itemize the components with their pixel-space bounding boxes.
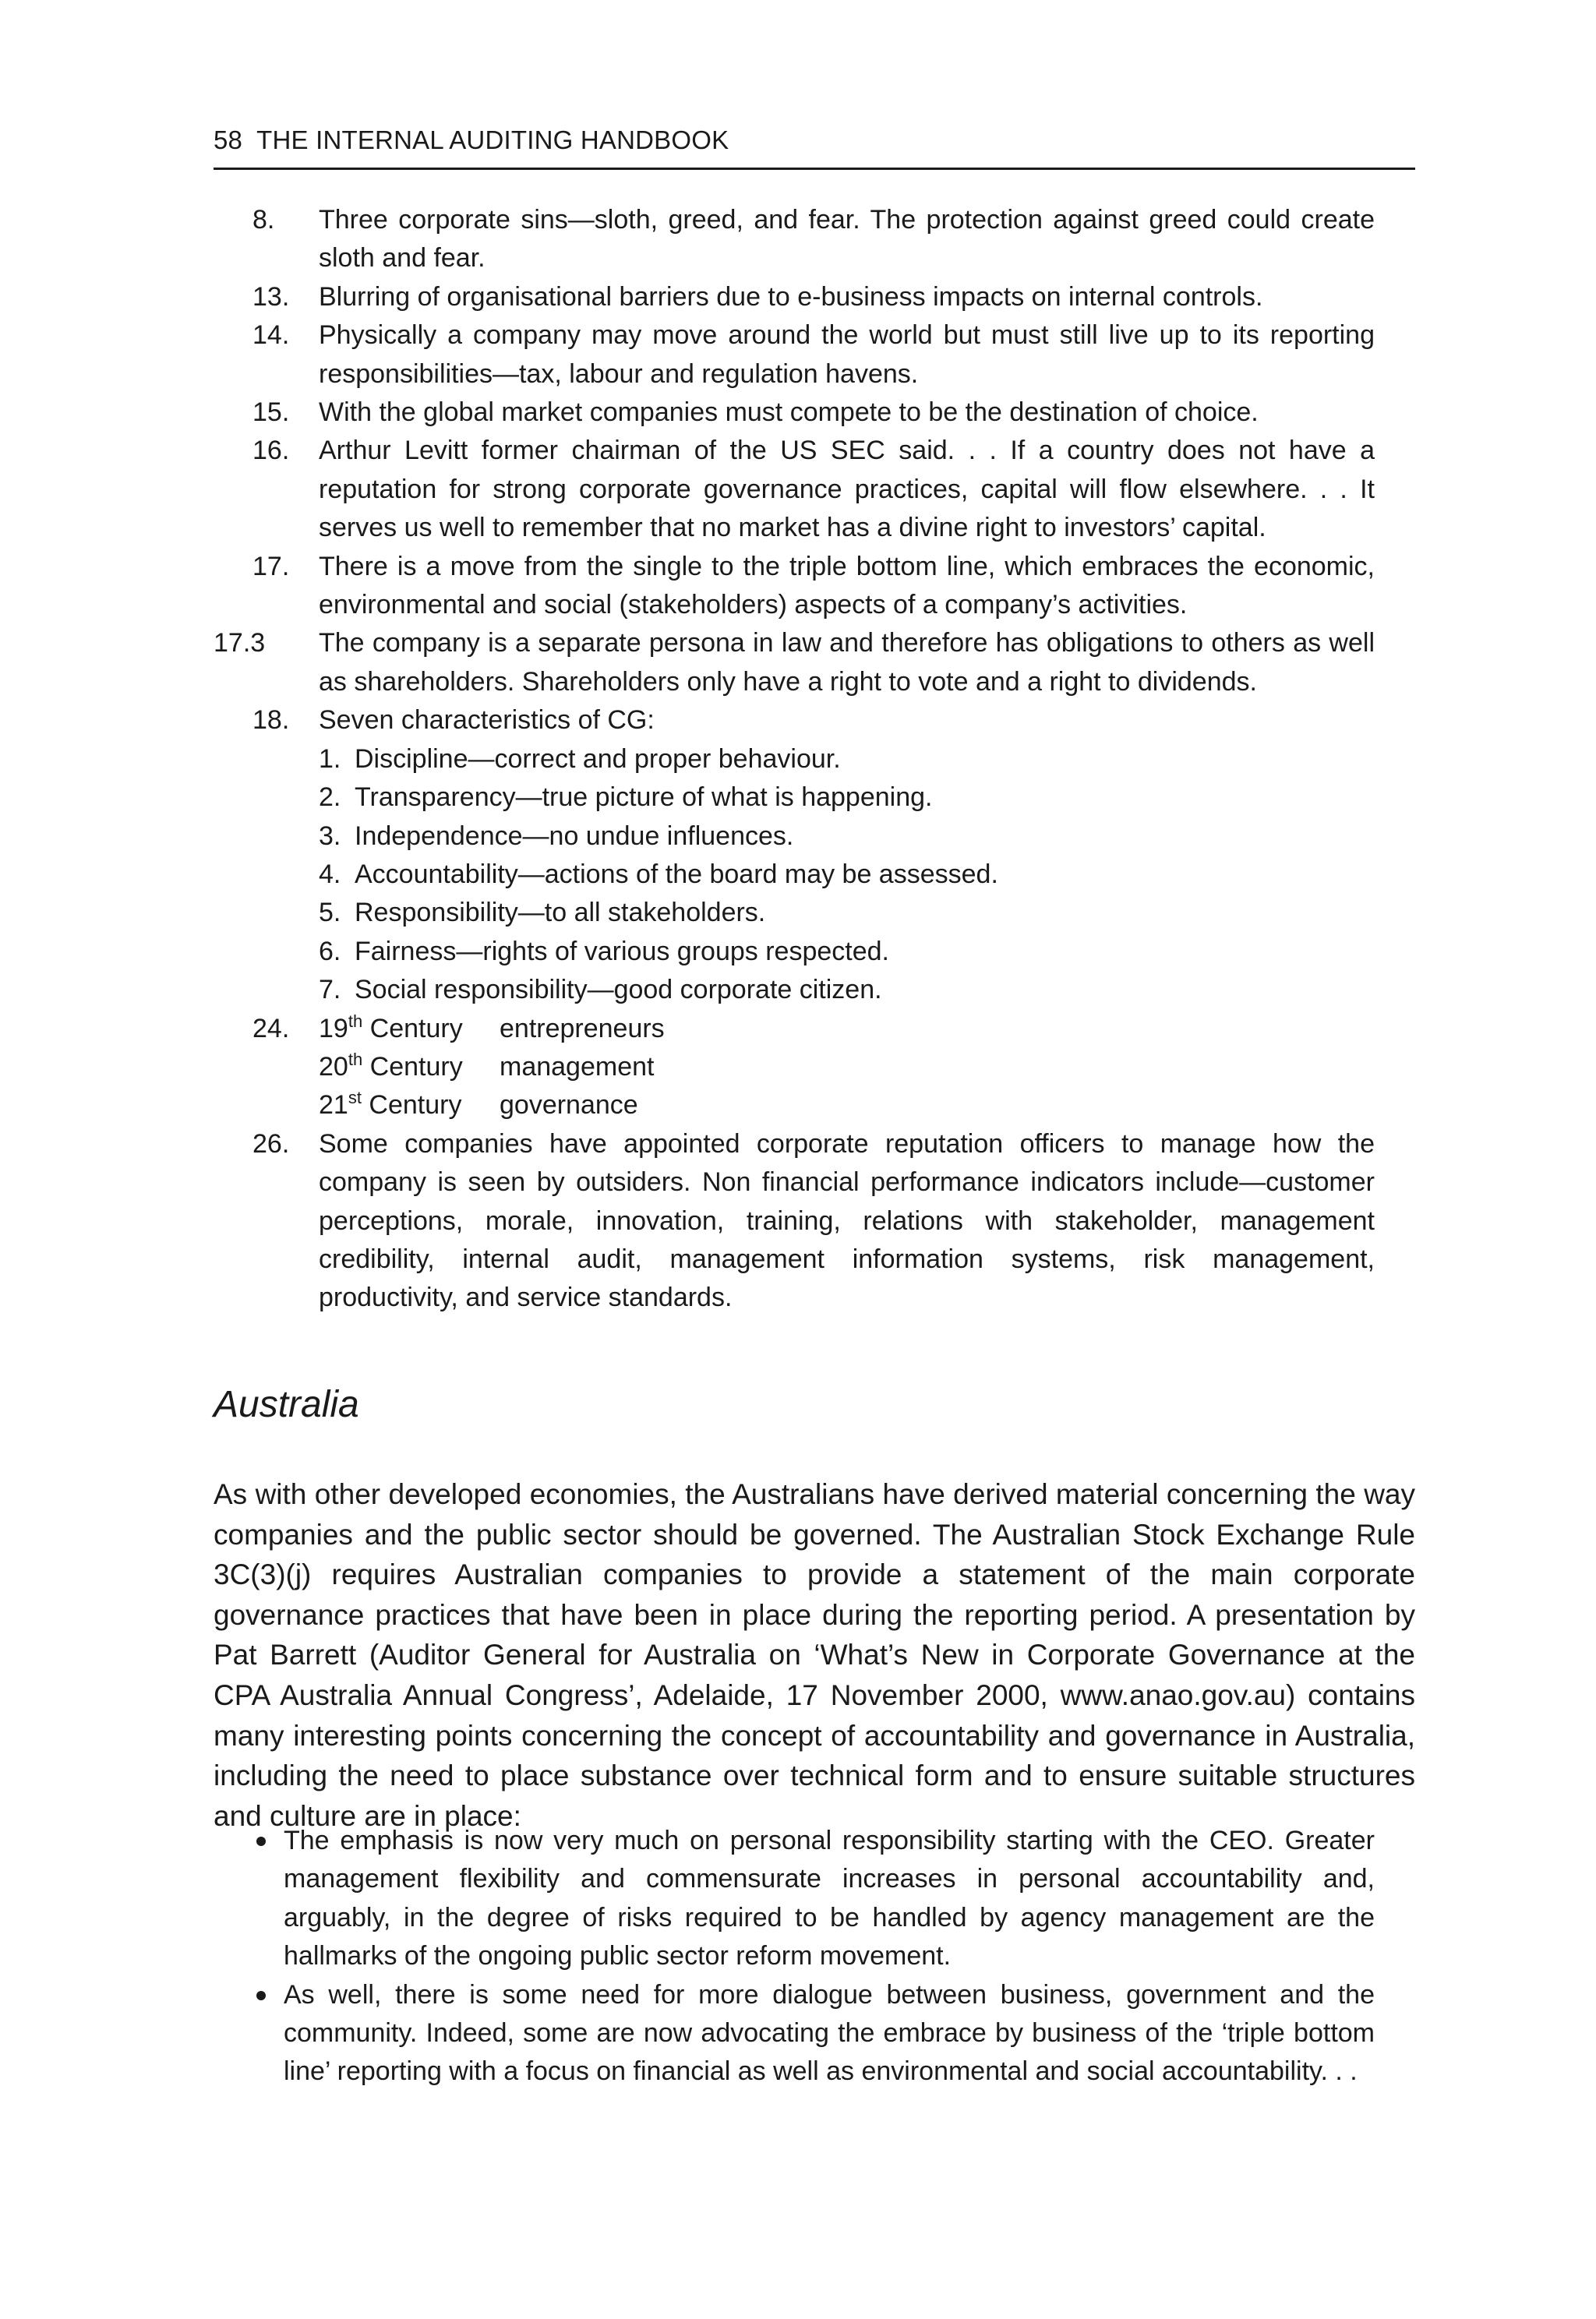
item-text: Physically a company may move around the world but must still live up to its reporting responsibilities—tax, labour and regulation havens.	[319, 320, 1375, 389]
sub-item-text: Accountability—actions of the board may be assessed.	[355, 859, 998, 889]
ordinal-suffix: th	[348, 1011, 363, 1031]
century-focus: management	[500, 1051, 655, 1082]
page-number: 58	[214, 125, 243, 154]
body-paragraph: As with other developed economies, the Australians have derived material concerning the way companies and the public sector should be governed. The Australian Stock Exchange Rule 3C(3)(j) requires Australian companies to provide a statement of the main corporate governance practices that have been in place during the reporting period. A presentation by Pat Barrett (Auditor General for Australia on ‘What’s New in Corporate Governance at the CPA Australia Annual Congress’, Adelaide, 17 November 2000, www.anao.gov.au) contains many interesting points concerning the concept of accountability and governance in Australia, including the need to place substance over technical form and to ensure suitable structures and culture are in place:	[214, 1478, 1415, 1832]
sub-list-item	[319, 778, 1375, 817]
sub-list-item	[319, 933, 1375, 971]
item-text: Some companies have appointed corporate reputation officers to manage how the company is seen by outsiders. Non financial performance indicators include—customer perceptions, morale, innovation, training, relations with stakeholder, management credibility, internal audit, management information systems, risk management, productivity, and service standards.	[319, 1128, 1375, 1313]
running-head	[214, 125, 1415, 156]
list-item	[214, 432, 1375, 547]
list-item	[214, 394, 1375, 432]
bullet-text: As well, there is some need for more dialogue between business, government and the community. Indeed, some are now advocating the embrace by business of the ‘triple bottom line’ reporting with a focus on financial as well as environmental and social accountability. . .	[284, 1979, 1375, 2087]
section-heading: Australia	[214, 1384, 359, 1425]
bullet-list	[214, 1822, 1375, 2091]
century-word: Century	[369, 1090, 462, 1121]
item-text: Seven characteristics of CG:	[319, 705, 655, 736]
ordinal-suffix: st	[348, 1088, 362, 1108]
bullet-icon	[256, 1837, 266, 1846]
item-text: Blurring of organisational barriers due to e-business impacts on internal controls.	[319, 281, 1263, 312]
century-ordinal: 20	[319, 1051, 348, 1082]
numbered-notes-list	[214, 201, 1375, 1318]
sub-item-number: 4.	[319, 859, 341, 889]
item-number: 13.	[252, 281, 290, 312]
bullet-text: The emphasis is now very much on personal responsibility starting with the CEO. Greater management flexibility and commensurate increases in personal accountability and, arguably, in the degree of risks required to be handled by agency management are the hallmarks of the ongoing public sector reform movement.	[284, 1826, 1375, 1971]
item-text: With the global market companies must compete to be the destination of choice.	[319, 397, 1259, 428]
list-item	[214, 1125, 1375, 1318]
century-row	[319, 1010, 1375, 1048]
item-number: 17.3	[214, 628, 266, 658]
item-text: Arthur Levitt former chairman of the US SEC said. . . If a country does not have a reputation for strong corporate governance practices, capital will flow elsewhere. . . It serves us well to remember that no market has a divine right to investors’ capital.	[319, 436, 1375, 543]
sub-item-text: Discipline—correct and proper behaviour.	[355, 743, 841, 774]
bullet-item	[214, 1976, 1375, 2091]
list-item	[214, 278, 1375, 316]
sub-item-number: 5.	[319, 898, 341, 928]
ordinal-suffix: th	[348, 1049, 363, 1069]
item-text: Three corporate sins—sloth, greed, and fear. The protection against greed could create sloth and fear.	[319, 205, 1375, 274]
century-ordinal: 21	[319, 1090, 348, 1121]
century-word: Century	[369, 1051, 463, 1082]
item-text: There is a move from the single to the triple bottom line, which embraces the economic, environmental and social (stakeholders) aspects of a company’s activities.	[319, 551, 1375, 620]
sub-item-text: Independence—no undue influences.	[355, 821, 794, 851]
list-item	[214, 548, 1375, 625]
item-number: 26.	[252, 1128, 290, 1159]
century-ordinal: 19	[319, 1013, 348, 1043]
century-word: Century	[369, 1013, 463, 1043]
list-item	[214, 701, 1375, 1009]
century-focus: entrepreneurs	[500, 1013, 665, 1043]
item-number: 17.	[252, 551, 290, 581]
list-item	[214, 1010, 1375, 1125]
sub-list-item	[319, 971, 1375, 1009]
item-number: 15.	[252, 397, 290, 428]
item-text: The company is a separate persona in law and therefore has obligations to others as well as shareholders. Shareholders only have a right to vote and a right to dividends.	[319, 628, 1375, 697]
sub-item-number: 7.	[319, 975, 341, 1005]
century-focus: governance	[500, 1090, 638, 1121]
sub-list-item	[319, 740, 1375, 778]
sub-list-item	[319, 894, 1375, 932]
item-number: 24.	[252, 1013, 290, 1043]
sub-item-number: 2.	[319, 782, 341, 813]
item-number: 18.	[252, 705, 290, 736]
century-row	[319, 1048, 1375, 1086]
item-number: 14.	[252, 320, 290, 351]
list-item	[214, 316, 1375, 394]
bullet-icon	[256, 1991, 266, 2000]
header-rule	[214, 168, 1415, 170]
sub-list-item	[319, 856, 1375, 894]
sub-item-number: 3.	[319, 821, 341, 851]
sub-item-text: Transparency—true picture of what is happening.	[355, 782, 933, 813]
sub-item-text: Responsibility—to all stakeholders.	[355, 898, 766, 928]
sub-item-number: 1.	[319, 743, 341, 774]
list-item	[214, 624, 1375, 701]
item-number: 16.	[252, 436, 290, 466]
item-number: 8.	[252, 205, 275, 235]
sub-list-item	[319, 817, 1375, 856]
sub-item-number: 6.	[319, 936, 341, 966]
list-item	[214, 201, 1375, 278]
bullet-item	[214, 1822, 1375, 1976]
sub-item-text: Fairness—rights of various groups respected.	[355, 936, 889, 966]
sub-item-text: Social responsibility—good corporate citizen.	[355, 975, 882, 1005]
book-title: THE INTERNAL AUDITING HANDBOOK	[256, 125, 729, 154]
century-row	[319, 1086, 1375, 1124]
cg-characteristics-list	[319, 740, 1375, 1010]
